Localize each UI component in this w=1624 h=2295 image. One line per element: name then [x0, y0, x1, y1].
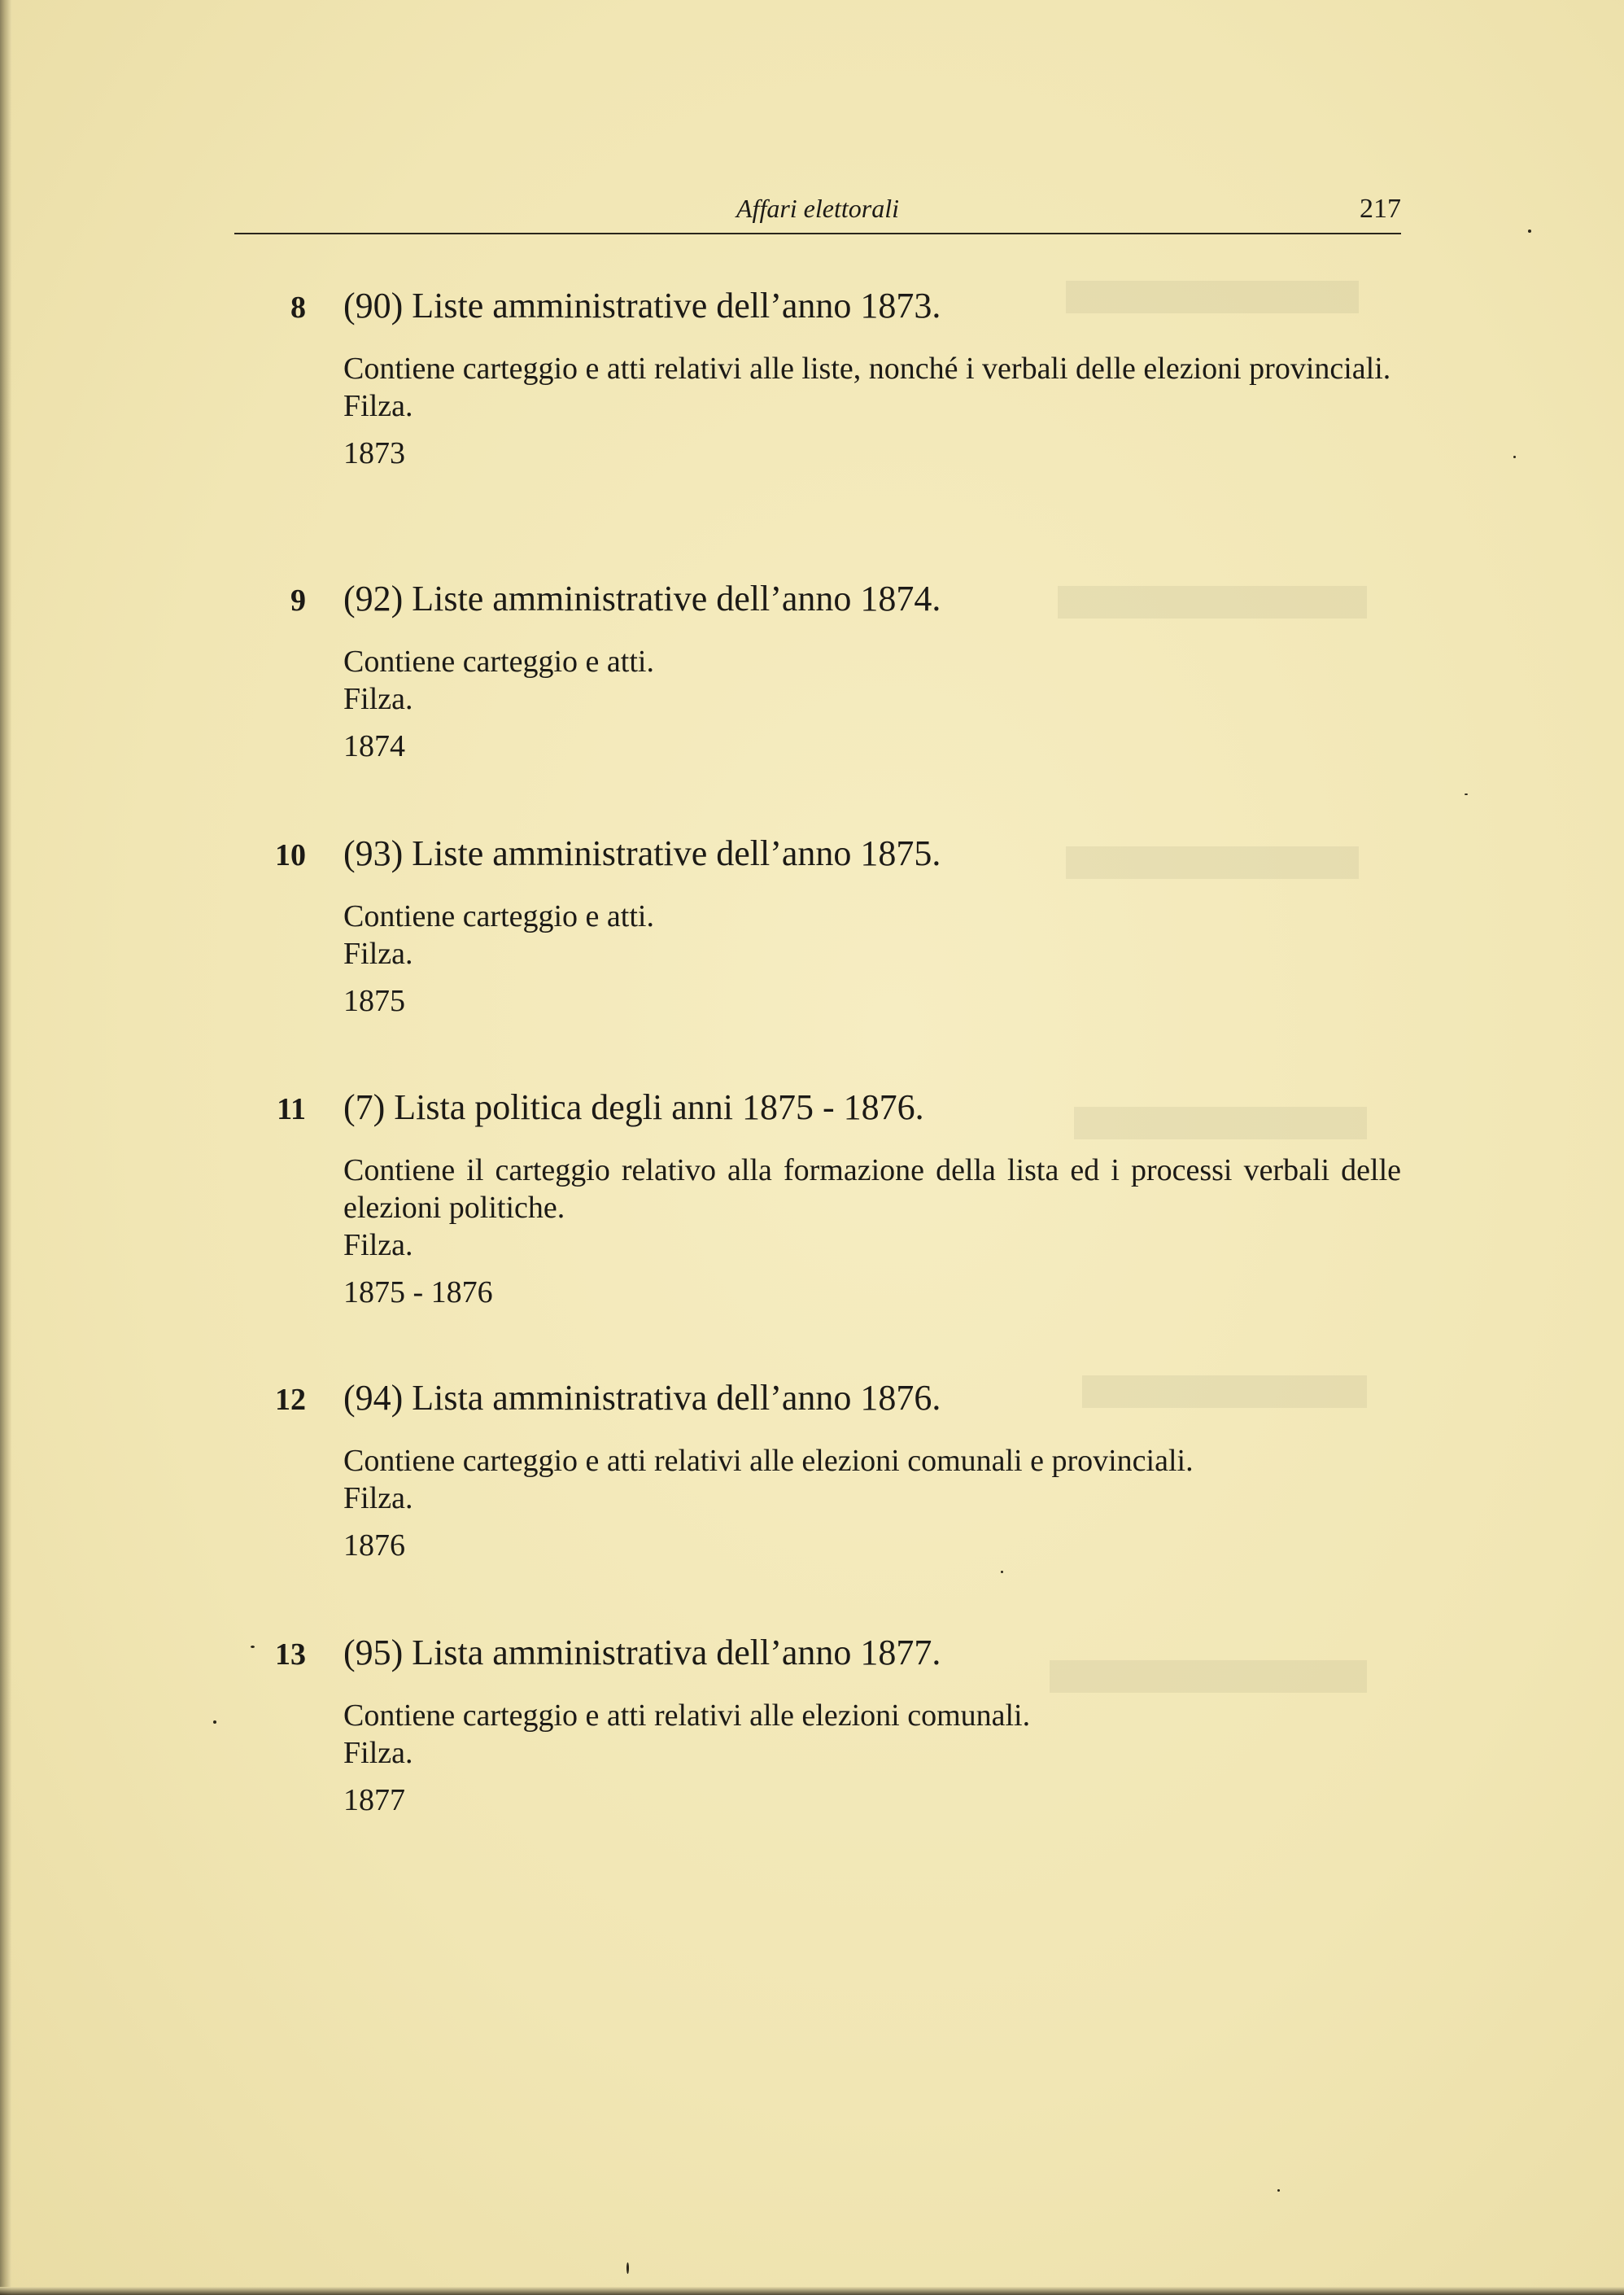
- entry-body: [343, 1442, 1401, 1564]
- entry-date: 1875 - 1876: [343, 1275, 493, 1309]
- paper-speck: [251, 1646, 255, 1648]
- entry-type: Filza.: [343, 937, 413, 971]
- entry-number: 11: [277, 1092, 306, 1126]
- paper-speck: [1465, 793, 1468, 795]
- paper-speck: [626, 2262, 629, 2274]
- entry-date: 1873: [343, 436, 405, 470]
- entry-type: Filza.: [343, 1481, 413, 1515]
- entry-number: 8: [290, 291, 306, 325]
- paper-speck: [1277, 2189, 1280, 2192]
- entry-title: (92) Liste amministrative dell’anno 1874.: [343, 579, 941, 619]
- entry-title: (93) Liste amministrative dell’anno 1875.: [343, 833, 941, 873]
- header-title: Affari elettorali: [736, 194, 899, 223]
- entry-date: 1876: [343, 1528, 405, 1563]
- entry-date: 1875: [343, 984, 405, 1018]
- entry-title: (7) Lista politica degli anni 1875 - 1876.: [343, 1087, 924, 1127]
- entry-title: (95) Lista amministrativa dell’anno 1877.: [343, 1633, 941, 1672]
- entry-type: Filza.: [343, 1736, 413, 1770]
- entry-body: [343, 1697, 1401, 1819]
- show-through-mark: [1058, 586, 1367, 619]
- running-header: [234, 186, 1401, 234]
- entry-body: [343, 1152, 1401, 1311]
- page-bottom-edge-shadow: [0, 2287, 1624, 2295]
- show-through-mark: [1066, 846, 1359, 879]
- entry-number: 13: [275, 1637, 306, 1672]
- entry-body: [343, 350, 1401, 472]
- show-through-mark: [1082, 1375, 1367, 1408]
- entry-description: Contiene carteggio e atti relativi alle liste, nonché i verbali delle elezioni provinciali.: [343, 352, 1391, 386]
- entry-date: 1874: [343, 729, 405, 763]
- entry-title: (94) Lista amministrativa dell’anno 1876.: [343, 1378, 941, 1418]
- entry-number: 10: [275, 838, 306, 872]
- page-left-edge-shadow: [0, 0, 11, 2295]
- entry-body: [343, 643, 1401, 765]
- entry-type: Filza.: [343, 1228, 413, 1262]
- entry-description: Contiene carteggio e atti relativi alle elezioni comunali.: [343, 1698, 1031, 1733]
- entry-title: (90) Liste amministrative dell’anno 1873.: [343, 286, 941, 326]
- entry-type: Filza.: [343, 682, 413, 716]
- entry-description: Contiene carteggio e atti.: [343, 645, 654, 679]
- entry-description: Contiene il carteggio relativo alla formazione della lista ed i processi verbali delle elezioni politiche.: [343, 1153, 1401, 1225]
- entry-date: 1877: [343, 1783, 405, 1817]
- entry-description: Contiene carteggio e atti.: [343, 899, 654, 933]
- entry-number: 12: [275, 1383, 306, 1417]
- show-through-mark: [1066, 281, 1359, 313]
- show-through-mark: [1074, 1107, 1367, 1139]
- paper-speck: [213, 1720, 216, 1724]
- paper-speck: [1513, 456, 1516, 458]
- entry-number: 9: [290, 584, 306, 618]
- page-number: 217: [1360, 194, 1401, 224]
- paper-speck: [1528, 230, 1531, 233]
- entry-body: [343, 898, 1401, 1020]
- entry-type: Filza.: [343, 389, 413, 423]
- paper-speck: [1001, 1571, 1003, 1573]
- show-through-mark: [1050, 1660, 1367, 1693]
- entry-description: Contiene carteggio e atti relativi alle elezioni comunali e provinciali.: [343, 1444, 1194, 1478]
